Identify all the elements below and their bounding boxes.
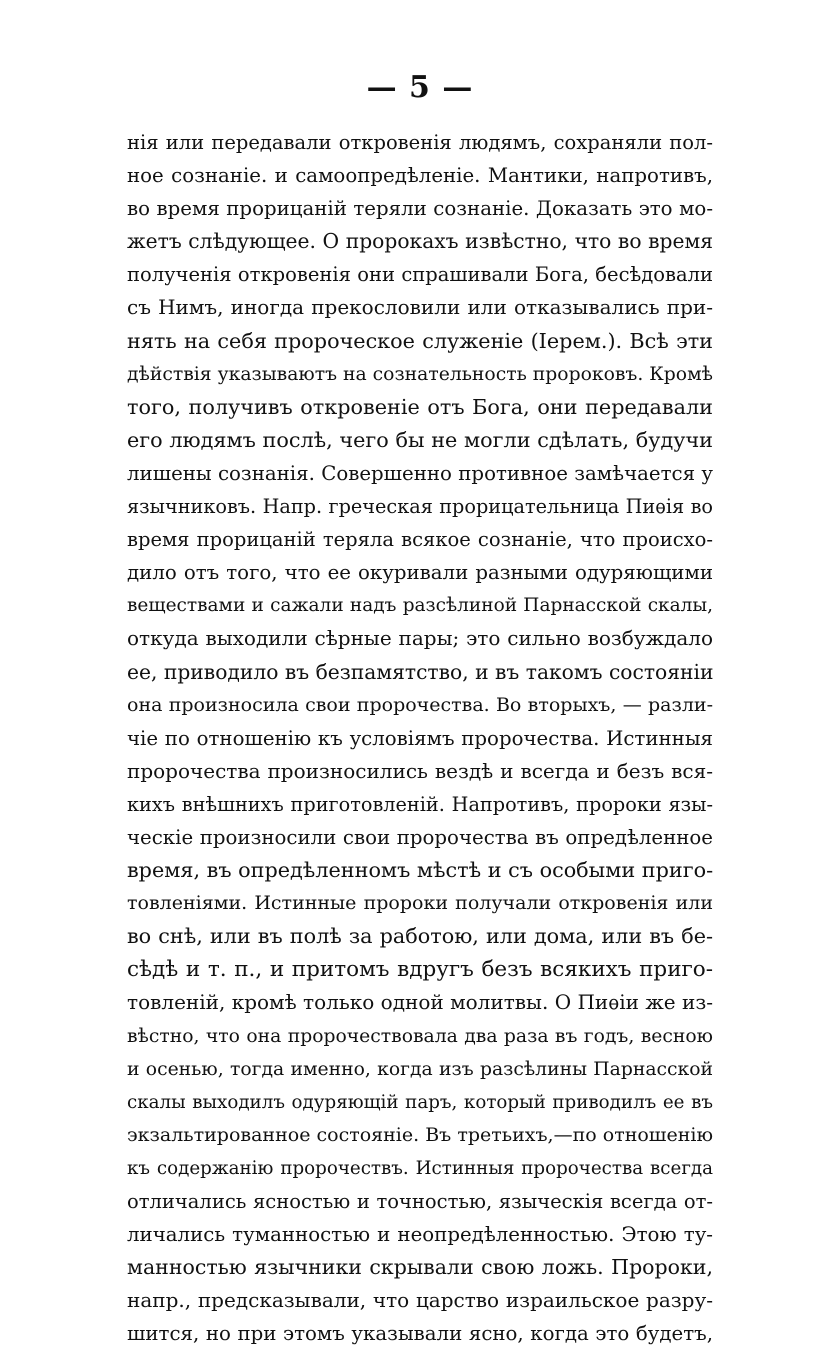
text-line: нять на себя пророческое служеніе (Іерем.). Всѣ эти — [127, 328, 713, 353]
text-line: откуда выходили сѣрные пары; это сильно возбуждало — [127, 626, 713, 651]
text-line: время, въ опредѣленномъ мѣстѣ и съ особыми приго- — [127, 858, 714, 883]
page-number: — 5 — — [366, 70, 474, 105]
text-line: дило отъ того, что ее окуривали разными одуряющими — [127, 561, 713, 585]
text-line: веществами и сажали надъ разсѣлиной Парнасской скалы, — [127, 595, 713, 617]
text-line: того, получивъ откровеніе отъ Бога, они передавали — [127, 394, 713, 419]
text-line: во время прорицаній теряли сознаніе. Доказать это мо- — [127, 197, 713, 221]
body-text — [127, 126, 713, 1350]
text-line: ное сознаніе. и самоопредѣленіе. Мантики, напротивъ, — [127, 164, 713, 188]
text-line: товленіями. Истинные пророки получали откровенія или — [127, 892, 713, 915]
text-line: и осенью, тогда именно, когда изъ разсѣлины Парнасской — [127, 1058, 713, 1080]
text-line: пророчества произносились вездѣ и всегда и безъ вся- — [127, 758, 713, 783]
text-line: скалы выходилъ одуряющій паръ, который приводилъ ее въ — [127, 1091, 713, 1113]
text-line: къ содержанію пророчествъ. Истинныя пророчества всегда — [127, 1157, 713, 1179]
text-line: дѣйствія указываютъ на сознательность пророковъ. Кромѣ — [127, 363, 713, 385]
text-line: съ Нимъ, иногда прекословили или отказывались при- — [127, 295, 713, 320]
text-line: манностью язычники скрывали свою ложь. Пророки, — [127, 1255, 713, 1280]
text-line: шится, но при этомъ указывали ясно, когда это будетъ, — [127, 1322, 713, 1346]
text-line: полученія откровенія они спрашивали Бога, бесѣдовали — [127, 263, 713, 287]
text-line: его людямъ послѣ, чего бы не могли сдѣлать, будучи — [127, 427, 713, 452]
text-line: товленій, кромѣ только одной молитвы. О Пиѳіи же из- — [127, 990, 713, 1015]
text-line: ческіе произносили свои пророчества въ опредѣленное — [127, 825, 713, 849]
text-line: отличались ясностью и точностью, языческія всегда от- — [127, 1190, 713, 1213]
text-line: жетъ слѣдующее. О пророкахъ извѣстно, что во время — [127, 229, 713, 254]
text-line: время прорицаній теряла всякое сознаніе, что происхо- — [127, 528, 713, 552]
text-line: чіе по отношенію къ условіямъ пророчества. Истинныя — [127, 726, 713, 750]
text-line: она произносила свои пророчества. Во вторыхъ, — разли- — [127, 693, 713, 716]
text-line: личались туманностью и неопредѣленностью. Этою ту- — [127, 1223, 713, 1247]
text-line: нія или передавали откровенія людямъ, сохраняли пол- — [127, 131, 713, 154]
text-line: лишены сознанія. Совершенно противное замѣчается у — [127, 461, 713, 485]
text-line: сѣдѣ и т. п., и притомъ вдругъ безъ всякихъ приго- — [127, 957, 713, 983]
text-line: напр., предсказывали, что царство израильское разру- — [127, 1288, 713, 1313]
text-line: экзальтированное состояніе. Въ третьихъ,—по отношенію — [127, 1123, 713, 1146]
text-line: вѣстно, что она пророчествовала два раза въ годъ, весною — [127, 1025, 713, 1047]
text-line: кихъ внѣшнихъ приготовленій. Напротивъ, пророки язы- — [127, 792, 713, 816]
text-line: язычниковъ. Напр. греческая прорицательница Пиѳія во — [127, 495, 713, 519]
text-line: во снѣ, или въ полѣ за работою, или дома, или въ бе- — [127, 924, 713, 949]
text-line: ее, приводило въ безпамятство, и въ такомъ состояніи — [127, 659, 714, 684]
